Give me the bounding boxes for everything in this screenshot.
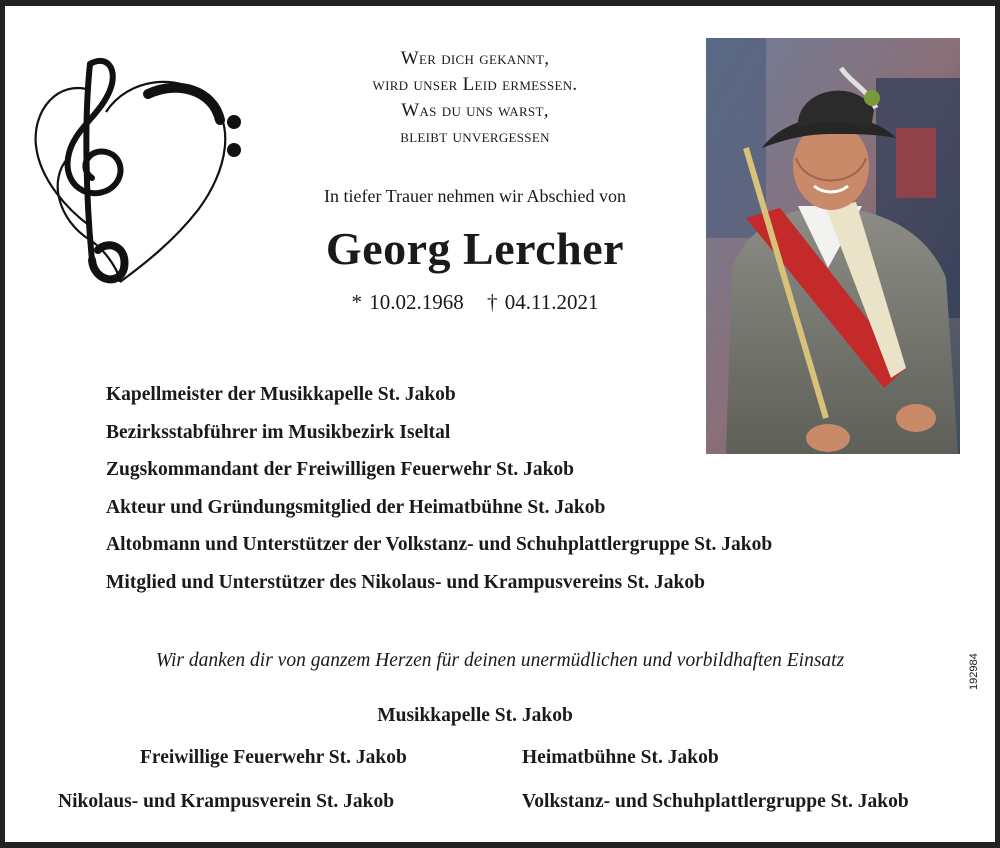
treble-bass-clef-heart-icon bbox=[28, 50, 248, 290]
signature-krampusverein: Nikolaus- und Krampusverein St. Jakob bbox=[58, 791, 395, 812]
signature-feuerwehr: Freiwillige Feuerwehr St. Jakob bbox=[140, 747, 407, 768]
signature-musikkapelle: Musikkapelle St. Jakob bbox=[377, 705, 573, 726]
intro-text: In tiefer Trauer nehmen wir Abschied von bbox=[324, 186, 626, 206]
thanks-text: Wir danken dir von ganzem Herzen für deinen unermüdlichen und vorbildhaften Einsatz bbox=[155, 650, 845, 671]
roles-list bbox=[106, 376, 772, 601]
death-date: † 04.11.2021 bbox=[487, 290, 599, 314]
role-item: Altobmann und Unterstützer der Volkstanz- und Schuhplattlergruppe St. Jakob bbox=[106, 534, 773, 555]
role-item: Mitglied und Unterstützer des Nikolaus- und Krampusvereins St. Jakob bbox=[106, 571, 705, 593]
life-dates bbox=[300, 290, 650, 315]
deceased-name: Georg Lercher bbox=[325, 223, 625, 274]
signature-heimatbuehne: Heimatbühne St. Jakob bbox=[522, 747, 719, 768]
signature-volkstanzgruppe: Volkstanz- und Schuhplattlergruppe St. Jakob bbox=[522, 791, 909, 812]
poem-line: Wer dich gekannt, bbox=[400, 48, 550, 69]
birth-date: * 10.02.1968 bbox=[351, 290, 464, 314]
poem-line: bleibt unvergessen bbox=[400, 126, 550, 147]
role-item: Zugskommandant der Freiwilligen Feuerwehr St. Jakob bbox=[106, 459, 575, 480]
role-item: Bezirksstabführer im Musikbezirk Iseltal bbox=[106, 421, 451, 443]
role-item: Akteur und Gründungsmitglied der Heimatbühne St. Jakob bbox=[106, 496, 606, 518]
poem-line: wird unser Leid ermessen. bbox=[372, 74, 578, 95]
memorial-poem bbox=[300, 46, 650, 150]
ad-code: 192984 bbox=[968, 653, 980, 690]
poem-line: Was du uns warst, bbox=[401, 100, 549, 121]
role-item: Kapellmeister der Musikkapelle St. Jakob bbox=[106, 384, 456, 405]
